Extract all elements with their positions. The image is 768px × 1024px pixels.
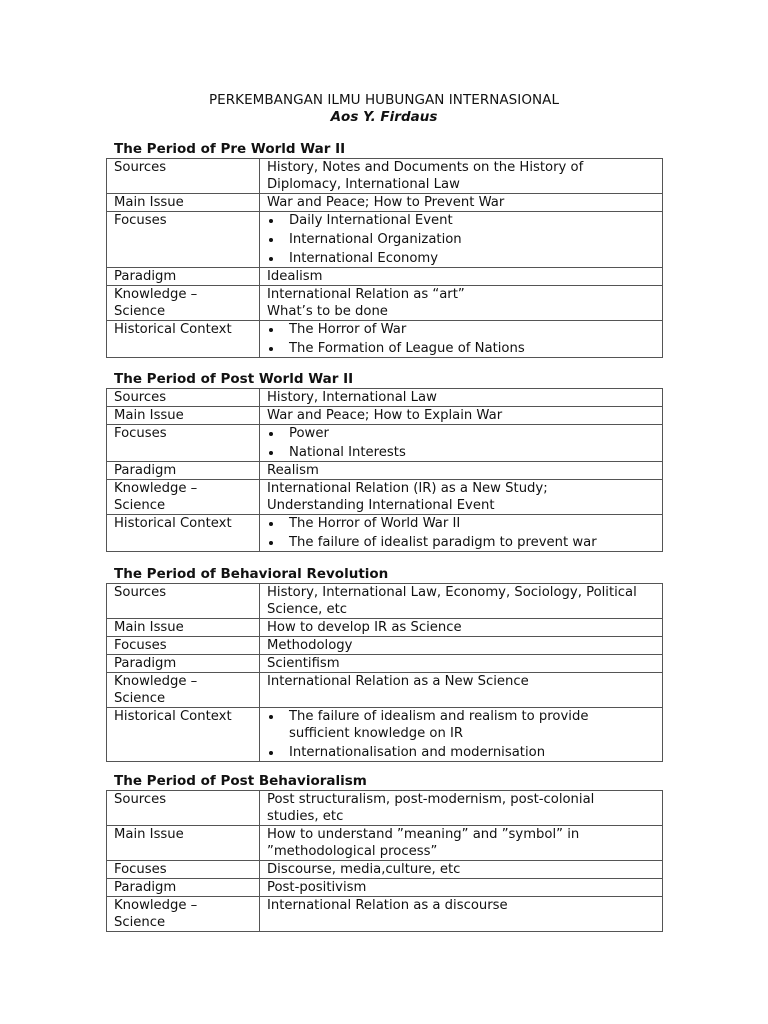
bullet-item-line: sufficient knowledge on IR	[289, 726, 464, 741]
bullet-item	[267, 425, 662, 442]
bullet-list	[267, 515, 662, 551]
table-row-main-issue	[107, 407, 663, 425]
row-label-cell	[107, 480, 260, 515]
bullet-dot-icon	[269, 541, 273, 545]
row-value-line: Science, etc	[267, 602, 348, 617]
bullet-dot-icon	[269, 347, 273, 351]
row-label-cell	[107, 897, 260, 932]
table-row-focuses	[107, 861, 663, 879]
row-label-line: Paradigm	[114, 463, 177, 478]
row-value-cell	[260, 480, 663, 515]
row-label-cell	[107, 407, 260, 425]
bullet-item-line: International Economy	[289, 251, 439, 266]
row-value-cell	[260, 673, 663, 708]
row-value-cell	[260, 879, 663, 897]
row-label-line: Main Issue	[114, 408, 184, 423]
table-row-sources	[107, 791, 663, 826]
row-label-line: Sources	[114, 792, 167, 807]
period-table	[106, 158, 663, 358]
row-value-cell	[260, 637, 663, 655]
row-value-cell	[260, 584, 663, 619]
row-label-line: Sources	[114, 585, 167, 600]
row-value-cell	[260, 462, 663, 480]
row-value-line: Realism	[267, 463, 319, 478]
bullet-item	[267, 444, 662, 461]
row-value-line: ”methodological process”	[267, 844, 438, 859]
table-row-focuses	[107, 637, 663, 655]
section-the-period-of-pre-world-war-ii	[106, 141, 663, 358]
row-label-cell	[107, 515, 260, 552]
bullet-dot-icon	[269, 238, 273, 242]
row-label-line: Historical Context	[114, 322, 232, 337]
row-label-line: Focuses	[114, 862, 167, 877]
bullet-item-line: The failure of idealist paradigm to prevent war	[289, 535, 597, 550]
bullet-item-line: The Formation of League of Nations	[289, 341, 525, 356]
row-value-cell	[260, 194, 663, 212]
row-label-cell	[107, 425, 260, 462]
section-heading: The Period of Post Behavioralism	[114, 773, 367, 789]
row-label-line: Paradigm	[114, 880, 177, 895]
row-value-line: International Relation (IR) as a New Study;	[267, 481, 548, 496]
row-value-line: Post-positivism	[267, 880, 367, 895]
bullet-list	[267, 212, 662, 267]
row-label-cell	[107, 212, 260, 268]
row-label-cell	[107, 619, 260, 637]
row-label-line: Science	[114, 304, 166, 319]
bullet-item-line: National Interests	[289, 445, 406, 460]
row-value-cell	[260, 708, 663, 762]
row-value-cell	[260, 425, 663, 462]
bullet-item-line: Daily International Event	[289, 213, 453, 228]
row-label-cell	[107, 389, 260, 407]
row-value-line: War and Peace; How to Prevent War	[267, 195, 505, 210]
table-row-knowledge-science	[107, 673, 663, 708]
row-value-line: Diplomacy, International Law	[267, 177, 460, 192]
period-table	[106, 583, 663, 762]
row-value-cell	[260, 515, 663, 552]
table-row-paradigm	[107, 268, 663, 286]
table-row-knowledge-science	[107, 286, 663, 321]
row-value-cell	[260, 212, 663, 268]
period-table	[106, 388, 663, 552]
table-row-main-issue	[107, 194, 663, 212]
row-label-line: Main Issue	[114, 620, 184, 635]
row-label-cell	[107, 708, 260, 762]
row-value-line: studies, etc	[267, 809, 344, 824]
row-value-line: Discourse, media,culture, etc	[267, 862, 461, 877]
period-table	[106, 790, 663, 932]
row-label-cell	[107, 159, 260, 194]
bullet-item-line: The failure of idealism and realism to provide	[289, 709, 589, 724]
row-value-line: Understanding International Event	[267, 498, 495, 513]
row-value-line: What’s to be done	[267, 304, 388, 319]
document-title: PERKEMBANGAN ILMU HUBUNGAN INTERNASIONAL	[208, 92, 560, 108]
bullet-dot-icon	[269, 219, 273, 223]
row-label-cell	[107, 584, 260, 619]
row-value-line: Methodology	[267, 638, 353, 653]
bullet-item	[267, 340, 662, 357]
row-value-line: History, International Law	[267, 390, 437, 405]
row-label-line: Science	[114, 691, 166, 706]
row-label-cell	[107, 673, 260, 708]
bullet-dot-icon	[269, 751, 273, 755]
bullet-item-line: Power	[289, 426, 329, 441]
row-value-line: How to understand ”meaning” and ”symbol” in	[267, 827, 580, 842]
row-label-cell	[107, 791, 260, 826]
row-label-line: Focuses	[114, 638, 167, 653]
row-value-cell	[260, 619, 663, 637]
row-label-line: Knowledge –	[114, 481, 198, 496]
row-value-cell	[260, 826, 663, 861]
table-row-focuses	[107, 425, 663, 462]
table-row-paradigm	[107, 655, 663, 673]
table-row-historical-context	[107, 708, 663, 762]
row-value-line: International Relation as a New Science	[267, 674, 529, 689]
bullet-item	[267, 708, 662, 742]
table-row-knowledge-science	[107, 480, 663, 515]
row-label-line: Paradigm	[114, 269, 177, 284]
row-label-cell	[107, 268, 260, 286]
row-value-cell	[260, 897, 663, 932]
row-label-line: Science	[114, 915, 166, 930]
document-header	[0, 92, 768, 126]
row-label-line: Knowledge –	[114, 674, 198, 689]
row-label-line: Knowledge –	[114, 898, 198, 913]
table-row-sources	[107, 159, 663, 194]
row-label-cell	[107, 286, 260, 321]
row-value-line: International Relation as “art”	[267, 287, 465, 302]
row-label-cell	[107, 637, 260, 655]
table-row-historical-context	[107, 321, 663, 358]
row-value-cell	[260, 655, 663, 673]
row-label-cell	[107, 655, 260, 673]
row-label-line: Main Issue	[114, 195, 184, 210]
bullet-item-line: The Horror of World War II	[289, 516, 461, 531]
row-label-line: Paradigm	[114, 656, 177, 671]
bullet-item	[267, 321, 662, 338]
bullet-item-line: The Horror of War	[289, 322, 407, 337]
row-value-cell	[260, 286, 663, 321]
section-the-period-of-post-world-war-ii	[106, 371, 663, 552]
row-value-line: Post structuralism, post-modernism, post-colonial	[267, 792, 595, 807]
table-row-paradigm	[107, 879, 663, 897]
row-label-cell	[107, 826, 260, 861]
section-the-period-of-behavioral-revolution	[106, 566, 663, 762]
bullet-dot-icon	[269, 522, 273, 526]
row-value-line: War and Peace; How to Explain War	[267, 408, 503, 423]
row-label-line: Sources	[114, 390, 167, 405]
bullet-dot-icon	[269, 451, 273, 455]
row-value-line: History, International Law, Economy, Sociology, Political	[267, 585, 637, 600]
row-value-cell	[260, 389, 663, 407]
table-row-knowledge-science	[107, 897, 663, 932]
row-value-line: How to develop IR as Science	[267, 620, 462, 635]
table-row-main-issue	[107, 619, 663, 637]
bullet-list	[267, 425, 662, 461]
section-heading: The Period of Post World War II	[114, 371, 354, 387]
bullet-dot-icon	[269, 257, 273, 261]
row-value-cell	[260, 268, 663, 286]
bullet-list	[267, 708, 662, 761]
section-the-period-of-post-behavioralism	[106, 773, 663, 932]
row-label-line: Focuses	[114, 426, 167, 441]
bullet-dot-icon	[269, 432, 273, 436]
row-label-cell	[107, 462, 260, 480]
row-label-line: Main Issue	[114, 827, 184, 842]
row-label-cell	[107, 194, 260, 212]
bullet-item	[267, 231, 662, 248]
table-row-sources	[107, 584, 663, 619]
table-row-paradigm	[107, 462, 663, 480]
row-value-line: Idealism	[267, 269, 323, 284]
row-label-line: Knowledge –	[114, 287, 198, 302]
section-heading: The Period of Behavioral Revolution	[114, 566, 389, 582]
bullet-dot-icon	[269, 715, 273, 719]
table-row-focuses	[107, 212, 663, 268]
row-value-line: International Relation as a discourse	[267, 898, 508, 913]
row-label-cell	[107, 879, 260, 897]
row-label-cell	[107, 321, 260, 358]
bullet-item	[267, 250, 662, 267]
document-author: Aos Y. Firdaus	[330, 109, 438, 125]
bullet-item	[267, 212, 662, 229]
row-value-cell	[260, 321, 663, 358]
bullet-dot-icon	[269, 328, 273, 332]
bullet-item	[267, 515, 662, 532]
bullet-item-line: Internationalisation and modernisation	[289, 745, 546, 760]
row-value-line: Scientifism	[267, 656, 340, 671]
row-label-line: Sources	[114, 160, 167, 175]
bullet-list	[267, 321, 662, 357]
row-value-cell	[260, 861, 663, 879]
bullet-item-line: International Organization	[289, 232, 462, 247]
bullet-item	[267, 534, 662, 551]
row-label-line: Science	[114, 498, 166, 513]
row-value-cell	[260, 407, 663, 425]
row-value-line: History, Notes and Documents on the History of	[267, 160, 584, 175]
table-row-historical-context	[107, 515, 663, 552]
section-heading: The Period of Pre World War II	[114, 141, 346, 157]
bullet-item	[267, 744, 662, 761]
row-label-line: Historical Context	[114, 516, 232, 531]
row-label-line: Focuses	[114, 213, 167, 228]
table-row-main-issue	[107, 826, 663, 861]
row-label-cell	[107, 861, 260, 879]
row-value-cell	[260, 159, 663, 194]
table-row-sources	[107, 389, 663, 407]
row-label-line: Historical Context	[114, 709, 232, 724]
row-value-cell	[260, 791, 663, 826]
